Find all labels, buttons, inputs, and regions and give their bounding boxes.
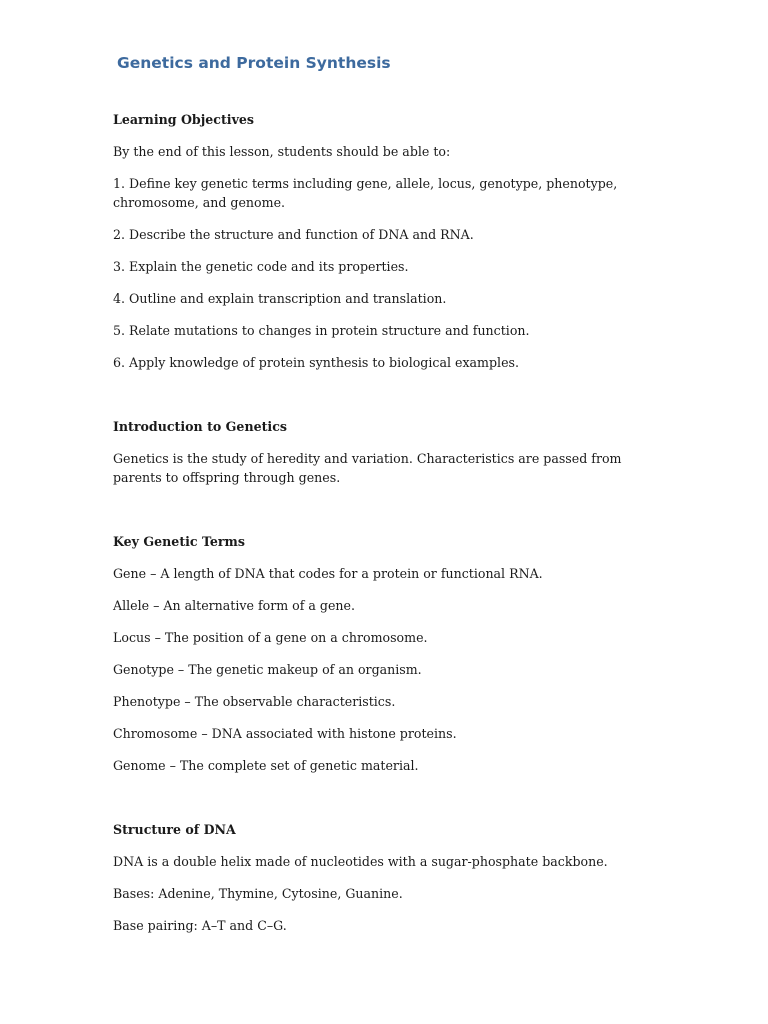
key-term-item: Gene – A length of DNA that codes for a protein or functional RNA. [113, 566, 543, 581]
dna-structure-heading: Structure of DNA [113, 822, 236, 837]
objective-item: 4. Outline and explain transcription and translation. [113, 291, 447, 306]
introduction-heading: Introduction to Genetics [113, 419, 287, 434]
key-term-item: Chromosome – DNA associated with histone proteins. [113, 726, 457, 741]
learning-objectives-heading: Learning Objectives [113, 112, 254, 127]
objective-item: 5. Relate mutations to changes in protein structure and function. [113, 323, 530, 338]
objective-item: 6. Apply knowledge of protein synthesis to biological examples. [113, 355, 520, 370]
key-terms-heading: Key Genetic Terms [113, 534, 245, 549]
key-term-item: Genotype – The genetic makeup of an organism. [113, 662, 422, 677]
document-title: Genetics and Protein Synthesis [117, 54, 391, 72]
document-body [113, 110, 658, 948]
objective-item: 3. Explain the genetic code and its properties. [113, 259, 409, 274]
learning-objectives-section [113, 110, 658, 372]
learning-objectives-intro: By the end of this lesson, students should be able to: [113, 144, 451, 159]
dna-structure-section [113, 820, 658, 935]
section-spacer [113, 385, 658, 417]
key-term-item: Genome – The complete set of genetic material. [113, 758, 419, 773]
dna-structure-item: DNA is a double helix made of nucleotides with a sugar-phosphate backbone. [113, 854, 608, 869]
key-term-item: Allele – An alternative form of a gene. [113, 598, 355, 613]
section-spacer [113, 788, 658, 820]
dna-structure-item: Bases: Adenine, Thymine, Cytosine, Guanine. [113, 886, 403, 901]
introduction-text: Genetics is the study of heredity and variation. Characteristics are passed from parents to offspring through genes. [113, 451, 622, 485]
section-spacer [113, 500, 658, 532]
objective-item: 1. Define key genetic terms including gene, allele, locus, genotype, phenotype, chromosome, and genome. [113, 176, 618, 210]
dna-structure-item: Base pairing: A–T and C–G. [113, 918, 287, 933]
key-term-item: Locus – The position of a gene on a chromosome. [113, 630, 428, 645]
key-terms-section [113, 532, 658, 775]
introduction-section [113, 417, 658, 487]
objective-item: 2. Describe the structure and function of DNA and RNA. [113, 227, 474, 242]
key-term-item: Phenotype – The observable characteristics. [113, 694, 396, 709]
